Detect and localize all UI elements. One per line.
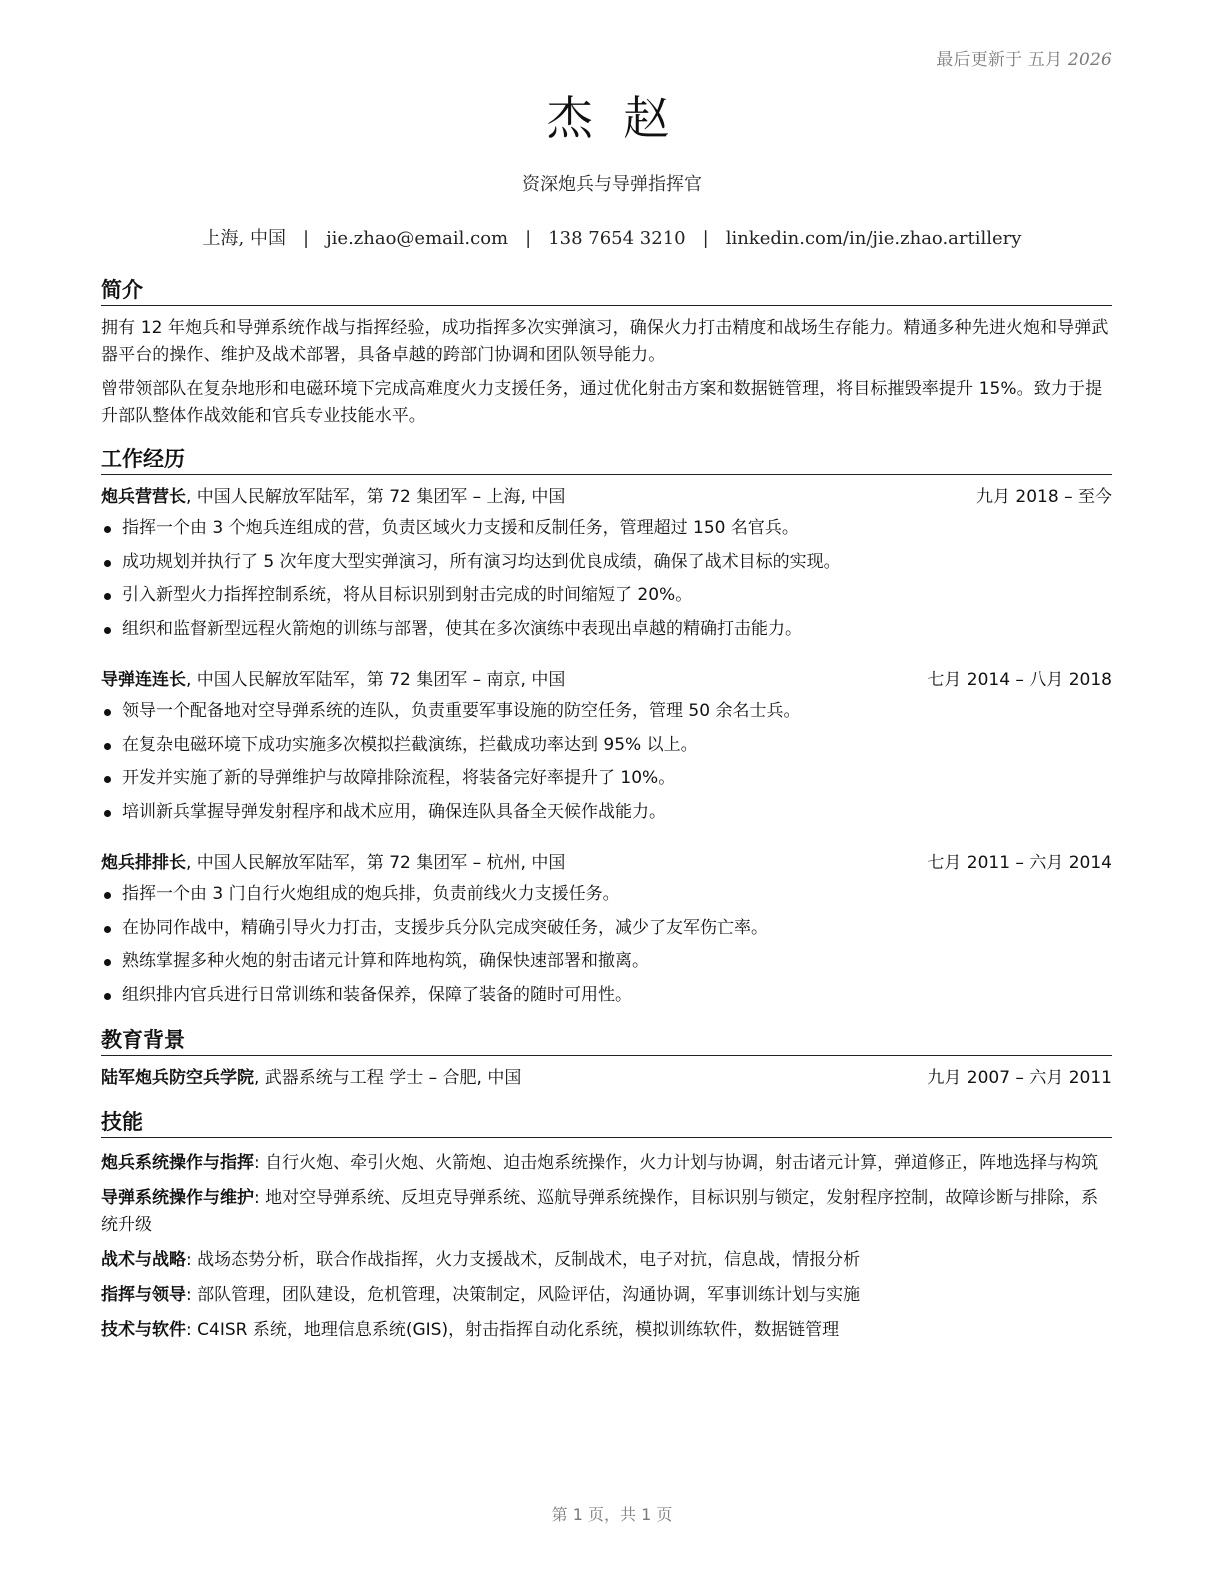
education-entry <box>101 1065 1112 1091</box>
last-updated-year: 2026 <box>1067 50 1112 70</box>
section-heading-skills: 技能 <box>101 1108 1112 1138</box>
job-bullet: 引入新型火力指挥控制系统，将从目标识别到射击完成的时间缩短了 20%。 <box>101 579 1112 613</box>
contact-linkedin[interactable]: linkedin.com/in/jie.zhao.artillery <box>725 228 1022 249</box>
contact-email[interactable]: jie.zhao@email.com <box>326 228 509 249</box>
skill-text: : 战场态势分析，联合作战指挥，火力支援战术，反制战术，电子对抗，信息战，情报分析 <box>186 1250 861 1270</box>
job-organization: , 中国人民解放军陆军，第 72 集团军 – 上海, 中国 <box>186 487 566 507</box>
job-organization: , 中国人民解放军陆军，第 72 集团军 – 南京, 中国 <box>186 670 566 690</box>
skill-text: : 部队管理，团队建设，危机管理，决策制定，风险评估，沟通协调，军事训练计划与实施 <box>186 1285 861 1305</box>
job-bullet: 在复杂电磁环境下成功实施多次模拟拦截演练，拦截成功率达到 95% 以上。 <box>101 729 1112 763</box>
education-detail: , 武器系统与工程 学士 – 合肥, 中国 <box>254 1068 522 1088</box>
job-bullet-list <box>101 878 1112 1012</box>
skill-label: 战术与战略 <box>101 1250 186 1270</box>
skill-label: 技术与软件 <box>101 1320 186 1340</box>
job-header <box>101 850 1112 876</box>
skill-text: : 自行火炮、牵引火炮、火箭炮、迫击炮系统操作，火力计划与协调，射击诸元计算，弹道修正，阵地选择与构筑 <box>254 1153 1099 1173</box>
skill-label: 炮兵系统操作与指挥 <box>101 1153 254 1173</box>
skill-label: 指挥与领导 <box>101 1285 186 1305</box>
skill-item <box>101 1247 1112 1274</box>
job-entry <box>101 850 1112 1012</box>
job-role-line <box>101 667 565 693</box>
contact-separator: | <box>303 228 310 249</box>
section-heading-experience: 工作经历 <box>101 445 1112 475</box>
job-bullet: 熟练掌握多种火炮的射击诸元计算和阵地构筑，确保快速部署和撤离。 <box>101 945 1112 979</box>
summary-paragraph: 曾带领部队在复杂地形和电磁环境下完成高难度火力支援任务，通过优化射击方案和数据链管理，将目标摧毁率提升 15%。致力于提升部队整体作战效能和官兵专业技能水平。 <box>101 379 1103 426</box>
contact-separator: | <box>525 228 532 249</box>
contact-line <box>0 224 1224 250</box>
last-updated-label: 最后更新于 五月 <box>936 50 1063 70</box>
job-bullet-list <box>101 695 1112 829</box>
education-school: 陆军炮兵防空兵学院 <box>101 1068 254 1088</box>
job-header <box>101 667 1112 693</box>
job-bullet: 成功规划并执行了 5 次年度大型实弹演习，所有演习均达到优良成绩，确保了战术目标的实现。 <box>101 546 1112 580</box>
job-title: 导弹连连长 <box>101 670 186 690</box>
job-title: 炮兵营营长 <box>101 487 186 507</box>
job-entry <box>101 667 1112 829</box>
job-bullet: 组织和监督新型远程火箭炮的训练与部署，使其在多次演练中表现出卓越的精确打击能力。 <box>101 613 1112 647</box>
section-heading-summary: 简介 <box>101 276 1112 306</box>
skill-text: : 地对空导弹系统、反坦克导弹系统、巡航导弹系统操作，目标识别与锁定，发射程序控制，故障诊断与排除，系统升级 <box>101 1188 1099 1235</box>
job-bullet: 组织排内官兵进行日常训练和装备保养，保障了装备的随时可用性。 <box>101 979 1112 1013</box>
person-name: 杰 赵 <box>546 91 678 145</box>
contact-phone[interactable]: 138 7654 3210 <box>548 228 686 249</box>
contact-location: 上海, 中国 <box>202 228 286 249</box>
job-organization: , 中国人民解放军陆军，第 72 集团军 – 杭州, 中国 <box>186 853 566 873</box>
job-dates: 九月 2018 – 至今 <box>976 487 1112 507</box>
skill-label: 导弹系统操作与维护 <box>101 1188 254 1208</box>
education-line <box>101 1065 521 1091</box>
contact-separator: | <box>702 228 709 249</box>
job-bullet: 培训新兵掌握导弹发射程序和战术应用，确保连队具备全天候作战能力。 <box>101 796 1112 830</box>
job-bullet: 领导一个配备地对空导弹系统的连队，负责重要军事设施的防空任务，管理 50 余名士兵。 <box>101 695 1112 729</box>
skill-item <box>101 1185 1112 1239</box>
job-dates: 七月 2014 – 八月 2018 <box>927 670 1112 690</box>
job-bullet-list <box>101 512 1112 646</box>
job-bullet: 在协同作战中，精确引导火力打击，支援步兵分队完成突破任务，减少了友军伤亡率。 <box>101 912 1112 946</box>
last-updated <box>936 45 1112 70</box>
job-dates: 七月 2011 – 六月 2014 <box>927 853 1112 873</box>
job-title: 炮兵排排长 <box>101 853 186 873</box>
summary-paragraph: 拥有 12 年炮兵和导弹系统作战与指挥经验，成功指挥多次实弹演习，确保火力打击精度和战场生存能力。精通多种先进火炮和导弹武器平台的操作、维护及战术部署，具备卓越的跨部门协调和团队领导能力。 <box>101 318 1109 365</box>
job-bullet: 指挥一个由 3 个炮兵连组成的营，负责区域火力支援和反制任务，管理超过 150 名官兵。 <box>101 512 1112 546</box>
skill-text: : C4ISR 系统，地理信息系统(GIS)，射击指挥自动化系统，模拟训练软件，数据链管理 <box>186 1320 840 1340</box>
skill-item <box>101 1282 1112 1309</box>
job-title-headline: 资深炮兵与导弹指挥官 <box>522 174 702 195</box>
job-role-line <box>101 484 565 510</box>
job-bullet: 开发并实施了新的导弹维护与故障排除流程，将装备完好率提升了 10%。 <box>101 762 1112 796</box>
skill-item <box>101 1317 1112 1344</box>
page-number-footer: 第 1 页，共 1 页 <box>551 1505 673 1524</box>
job-bullet: 指挥一个由 3 门自行火炮组成的炮兵排，负责前线火力支援任务。 <box>101 878 1112 912</box>
skill-item <box>101 1150 1112 1177</box>
job-entry <box>101 484 1112 646</box>
job-role-line <box>101 850 565 876</box>
education-dates: 九月 2007 – 六月 2011 <box>927 1068 1112 1088</box>
section-heading-education: 教育背景 <box>101 1026 1112 1056</box>
resume-content <box>101 276 1112 1352</box>
job-header <box>101 484 1112 510</box>
